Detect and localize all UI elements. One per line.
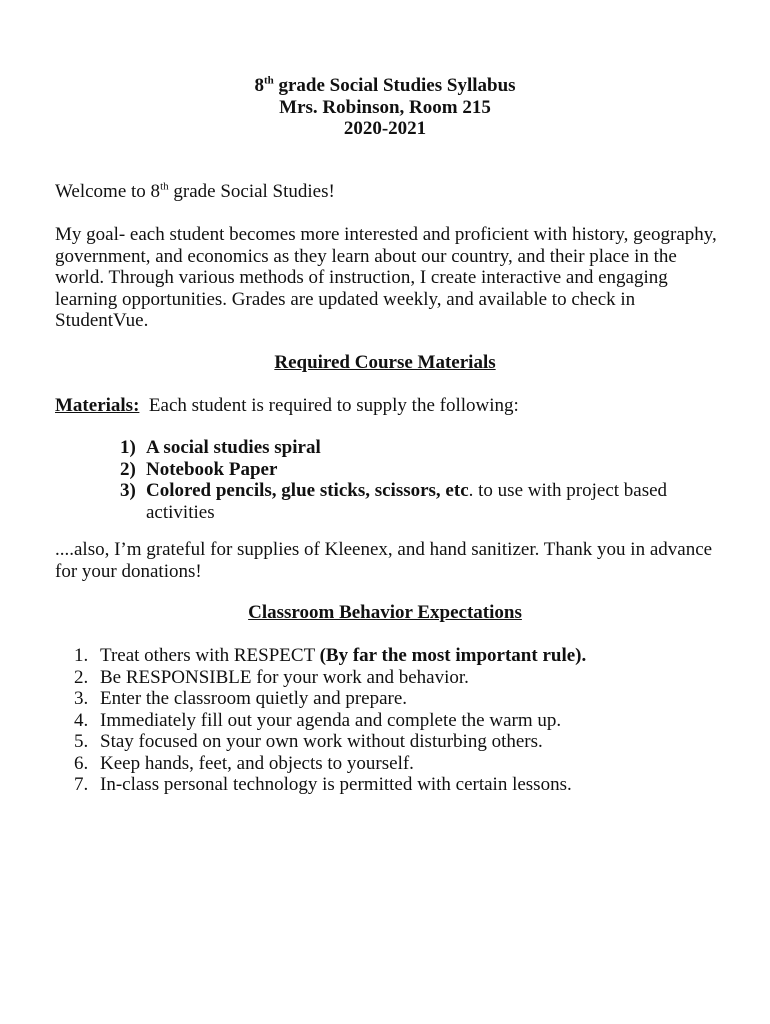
supply-bold: Colored pencils, glue sticks, scissors, etc	[146, 480, 469, 501]
supply-number: 2)	[120, 458, 136, 480]
supply-list	[120, 437, 720, 523]
rule-plain: Stay focused on your own work without disturbing others.	[100, 731, 543, 752]
rule-item	[74, 731, 734, 753]
supply-text	[146, 437, 720, 459]
rule-text	[100, 688, 407, 710]
rule-item	[74, 774, 734, 796]
rule-plain: Keep hands, feet, and objects to yourself.	[100, 752, 414, 774]
supply-bold: Notebook Paper	[146, 458, 278, 480]
welcome-suffix: th	[160, 180, 169, 193]
rule-number: 1.	[74, 645, 89, 666]
rule-number: 6.	[74, 752, 89, 774]
rule-item	[74, 645, 734, 667]
supply-bold: A social studies spiral	[146, 437, 321, 458]
syllabus-header	[0, 75, 770, 140]
title-text: grade Social Studies Syllabus	[273, 75, 516, 96]
materials-intro: Each student is required to supply the following:	[148, 395, 519, 416]
rule-text	[100, 667, 469, 689]
syllabus-title	[0, 75, 770, 97]
rule-number: 5.	[74, 731, 89, 752]
rule-number: 3.	[74, 688, 89, 709]
rule-number: 7.	[74, 774, 89, 795]
supply-item	[120, 459, 720, 481]
rule-item	[74, 710, 734, 732]
rule-plain: In-class personal technology is permitted with certain lessons.	[100, 774, 572, 795]
rule-plain: Immediately fill out your agenda and complete the warm up.	[100, 709, 562, 731]
materials-label: Materials:	[55, 395, 140, 416]
rule-item	[74, 753, 734, 775]
goal-paragraph: My goal- each student becomes more interested and proficient with history, geography, government, and economics as they learn about our country, and their place in the world. Through various methods of instruction, I create interactive and engaging learning opportunities. Grades are updated weekly, and available to check in StudentVue.	[55, 224, 717, 331]
rule-text	[100, 710, 561, 732]
rule-text	[100, 645, 586, 667]
title-grade-suffix: th	[263, 74, 274, 87]
supply-item	[120, 480, 720, 523]
rule-plain: Be RESPONSIBLE for your work and behavior.	[100, 666, 469, 688]
materials-heading: Required Course Materials	[274, 352, 496, 373]
rule-item	[74, 688, 734, 710]
rule-text	[100, 731, 543, 753]
rule-text	[100, 753, 414, 775]
supply-text	[146, 459, 720, 481]
supply-number: 3)	[120, 480, 136, 501]
school-year: 2020-2021	[343, 118, 427, 139]
rule-bold: (By far the most important rule).	[319, 645, 587, 666]
materials-intro-line	[55, 395, 720, 417]
supply-number: 1)	[120, 437, 136, 458]
supply-item	[120, 437, 720, 459]
rule-number: 4.	[74, 709, 89, 731]
rule-item	[74, 667, 734, 689]
supply-rest: . to use with project based activities	[146, 480, 668, 523]
welcome-post: grade Social Studies!	[168, 181, 335, 202]
behavior-rules-list	[74, 645, 734, 796]
rule-plain: Enter the classroom quietly and prepare.	[100, 688, 408, 709]
title-grade-number: 8	[254, 75, 264, 96]
rule-text	[100, 774, 572, 796]
welcome-line	[55, 181, 720, 203]
supply-text	[146, 480, 720, 523]
behavior-heading: Classroom Behavior Expectations	[248, 602, 522, 623]
rule-plain: Treat others with RESPECT	[100, 645, 320, 666]
donations-note: ....also, I’m grateful for supplies of Kleenex, and hand sanitizer. Thank you in advance for your donations!	[55, 539, 713, 582]
welcome-pre: Welcome to 8	[55, 181, 161, 202]
teacher-room: Mrs. Robinson, Room 215	[279, 96, 491, 118]
rule-number: 2.	[74, 666, 89, 688]
